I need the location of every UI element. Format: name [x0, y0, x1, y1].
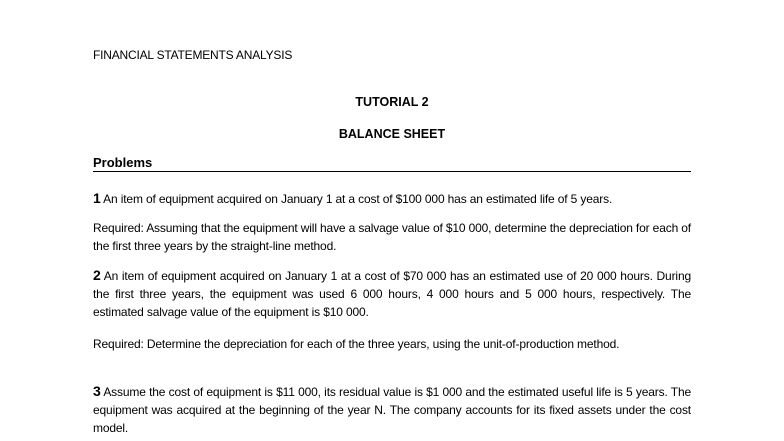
problem-text: An item of equipment acquired on January 1 at a cost of $70 000 has an estimated use of 20 000 hours. During the first three years, the equipment was used 6 000 hours, 4 000 hours and 5 000 hours, respectively. The estimated salvage value of the equipment is $10 000. [93, 269, 691, 319]
document-title: TUTORIAL 2 [355, 95, 429, 109]
problem-1 [93, 189, 691, 208]
problem-2-required: Required: Determine the depreciation for each of the three years, using the unit-of-production method. [93, 337, 620, 351]
problem-number: 1 [93, 190, 101, 206]
problem-2 [93, 266, 691, 321]
problem-number: 2 [93, 267, 101, 283]
document-header: FINANCIAL STATEMENTS ANALYSIS [93, 48, 293, 62]
problem-text: An item of equipment acquired on January 1 at a cost of $100 000 has an estimated life of 5 years. [103, 192, 613, 206]
section-heading: Problems [93, 155, 691, 172]
problem-number: 3 [93, 383, 101, 399]
problem-3 [93, 382, 691, 437]
problem-text: Assume the cost of equipment is $11 000, its residual value is $1 000 and the estimated useful life is 5 years. The equipment was acquired at the beginning of the year N. The company accounts for its fixed assets under the cost model. [93, 385, 691, 435]
document-subtitle: BALANCE SHEET [338, 127, 446, 141]
problem-1-required: Required: Assuming that the equipment will have a salvage value of $10 000, determine the depreciation for each of the first three years by the straight-line method. [93, 221, 691, 253]
